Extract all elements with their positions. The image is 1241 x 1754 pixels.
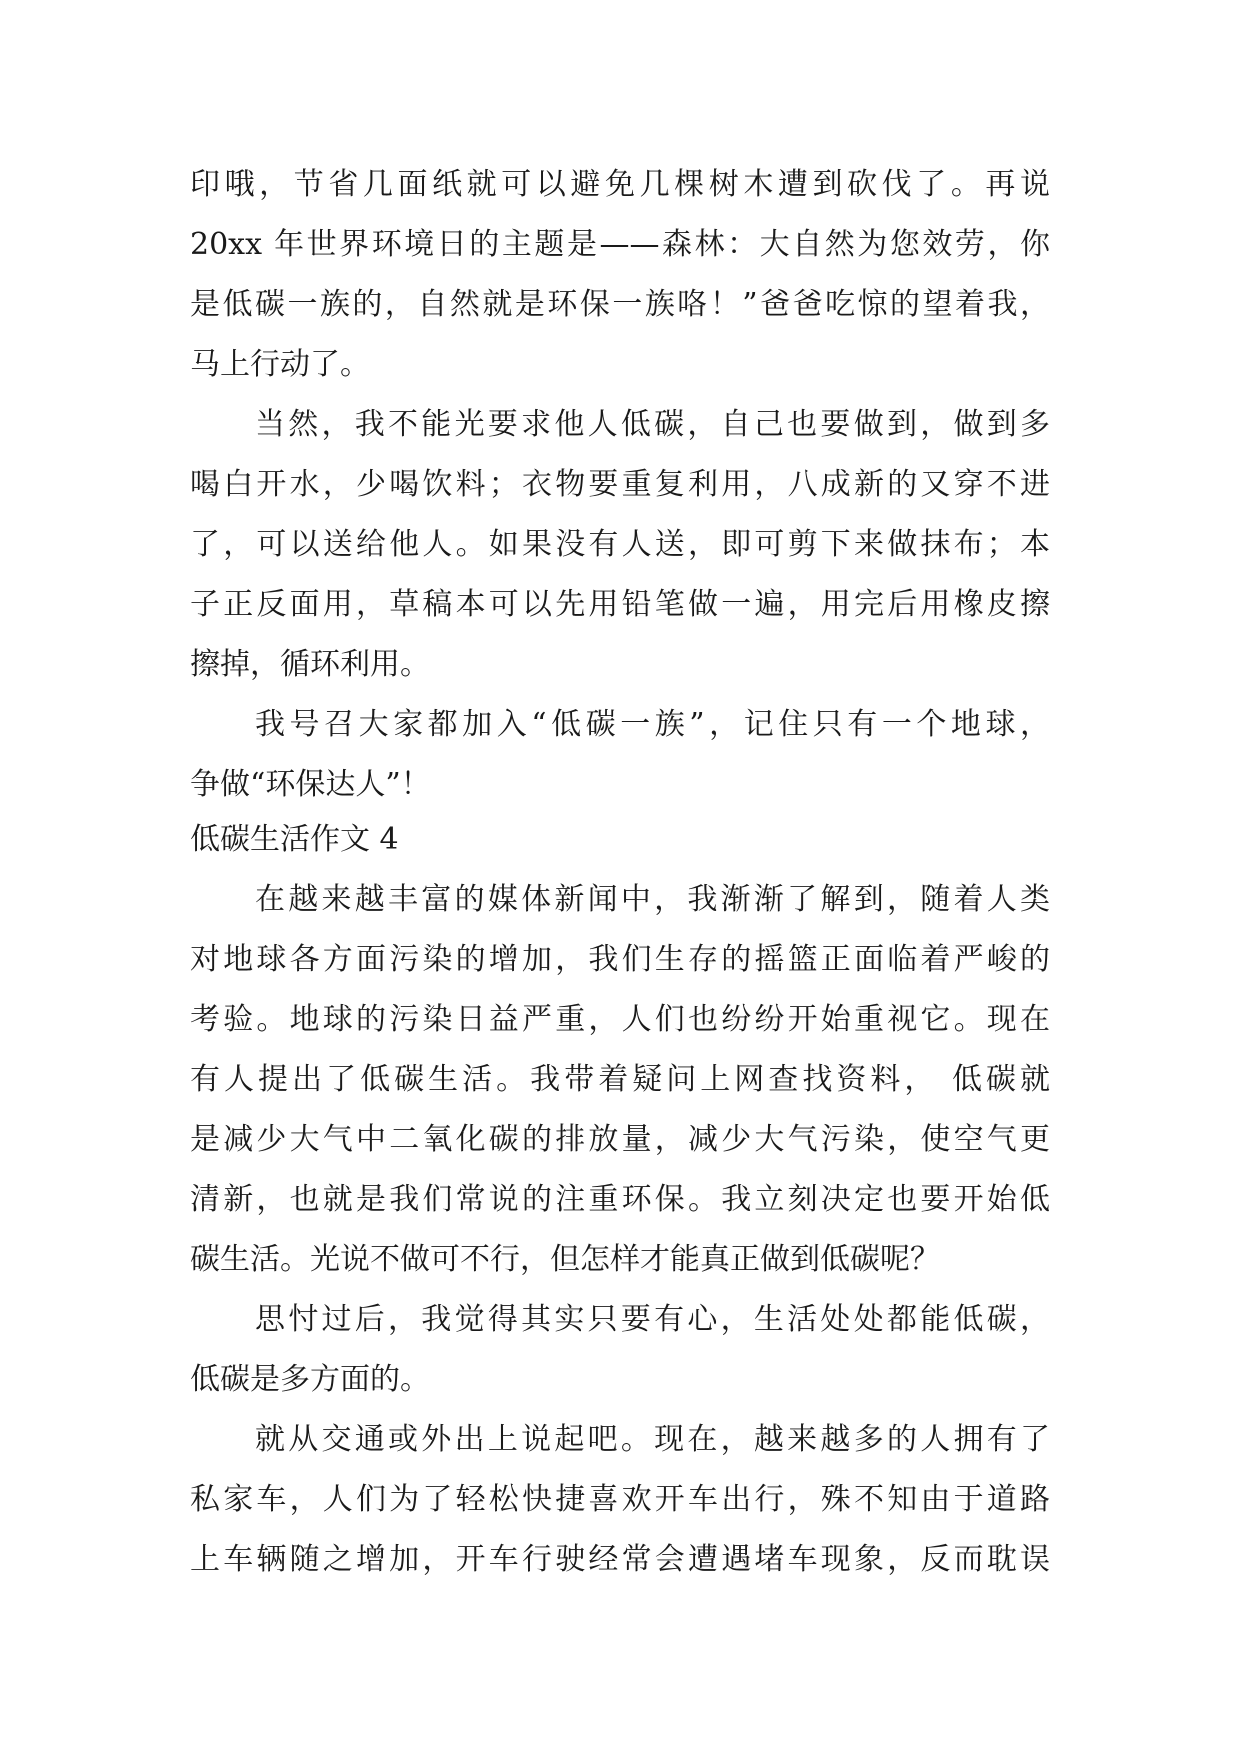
section-heading: 低碳生活作文 4 [190,822,399,857]
text-line: 马上行动了。 [190,347,370,382]
text-line: 思忖过后，我觉得其实只要有心，生活处处都能低碳， [255,1302,1050,1337]
text-line: 清新，也就是我们常说的注重环保。我立刻决定也要开始低 [190,1182,1050,1217]
text-line: 我号召大家都加入“低碳一族”，记住只有一个地球， [255,707,1050,742]
text-line: 擦掉，循环利用。 [190,647,430,682]
text-line: 子正反面用，草稿本可以先用铅笔做一遍，用完后用橡皮擦 [190,587,1050,622]
text-line: 考验。地球的污染日益严重，人们也纷纷开始重视它。现在 [190,1002,1050,1037]
text-line: 是减少大气中二氧化碳的排放量，减少大气污染，使空气更 [190,1122,1050,1157]
text-line: 私家车，人们为了轻松快捷喜欢开车出行，殊不知由于道路 [190,1482,1050,1517]
text-line: 在越来越丰富的媒体新闻中，我渐渐了解到，随着人类 [255,882,1050,917]
text-line: 对地球各方面污染的增加，我们生存的摇篮正面临着严峻的 [190,942,1050,977]
text-line: 印哦，节省几面纸就可以避免几棵树木遭到砍伐了。再说 [190,167,1050,202]
text-line: 上车辆随之增加，开车行驶经常会遭遇堵车现象，反而耽误 [190,1542,1050,1577]
text-line: 低碳是多方面的。 [190,1362,430,1397]
text-line: 是低碳一族的，自然就是环保一族咯！”爸爸吃惊的望着我， [190,287,1050,322]
text-line: 争做“环保达人”！ [190,767,431,802]
text-line: 就从交通或外出上说起吧。现在，越来越多的人拥有了 [255,1422,1050,1457]
text-line: 了，可以送给他人。如果没有人送，即可剪下来做抹布；本 [190,527,1050,562]
text-line: 当然，我不能光要求他人低碳，自己也要做到，做到多 [255,407,1050,442]
text-line: 碳生活。光说不做可不行，但怎样才能真正做到低碳呢？ [190,1242,940,1277]
text-line: 喝白开水，少喝饮料；衣物要重复利用，八成新的又穿不进 [190,467,1050,502]
text-line: 20xx 年世界环境日的主题是——森林：大自然为您效劳，你 [190,227,1050,262]
text-line: 有人提出了低碳生活。我带着疑问上网查找资料， 低碳就 [190,1062,1050,1097]
